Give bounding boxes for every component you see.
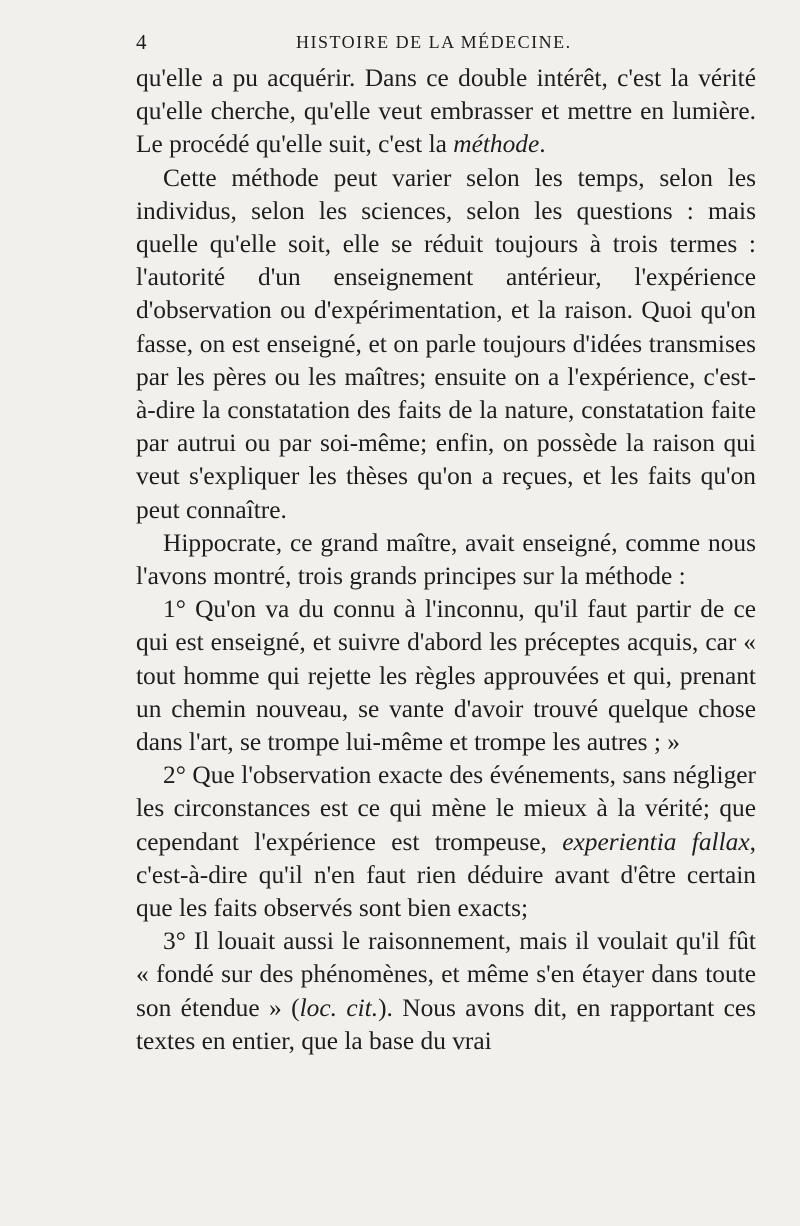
text-run: , c'est-à-dire qu'il n'en faut rien déduire avant d'être certain que les faits observés sont bien exacts; xyxy=(136,827,756,923)
italic-term: méthode xyxy=(453,130,540,159)
running-title: HISTOIRE DE LA MÉDECINE. xyxy=(296,32,572,52)
paragraph-hippocrate: Hippocrate, ce grand maître, avait enseigné, comme nous l'avons montré, trois grands principes sur la méthode : xyxy=(136,528,756,591)
text-run: . xyxy=(539,130,546,159)
paragraph-method: Cette méthode peut varier selon les temps, selon les individus, selon les sciences, selon les questions : mais quelle qu'elle soit, elle se réduit toujours à trois termes : l'autorité d'un enseignement antérieur, l'expérience d'observation ou d'expérimentation, et la raison. Quoi qu'on fasse, on est enseigné, et on parle toujours d'idées transmises par les pères ou les maîtres; ensuite on a l'expérience, c'est-à-dire la constatation des faits de la nature, constatation faite par autrui ou par soi-même; enfin, on possède la raison qui veut s'expliquer les thèses qu'on a reçues, et les faits qu'on peut connaître. xyxy=(136,163,756,524)
text-run: qu'elle a pu acquérir. Dans ce double intérêt, c'est la vérité qu'elle cherche, qu'elle veut embrasser et mettre en lumière. Le procédé qu'elle suit, c'est la xyxy=(136,64,756,159)
text-run: 2° Que l'observation exacte des événements, sans négliger les circonstances est ce qui mène le mieux à la vérité; que cependant l'expérience est trompeuse, xyxy=(136,761,756,856)
text-run: 3° Il louait aussi le raisonnement, mais il voulait qu'il fût « fondé sur des phénomènes, et même s'en étayer dans toute son étendue » ( xyxy=(136,927,756,1022)
principle-1: 1° Qu'on va du connu à l'inconnu, qu'il faut partir de ce qui est enseigné, et suivre d'abord les préceptes acquis, car « tout homme qui rejette les règles approuvées et qui, prenant un chemin nouveau, se vante d'avoir trouvé quelque chose dans l'art, se trompe lui-même et trompe les autres ; » xyxy=(136,595,756,757)
paragraph-continuation xyxy=(136,62,756,162)
principle-3 xyxy=(136,925,756,1058)
italic-term: experientia fallax xyxy=(562,827,750,856)
principle-2 xyxy=(136,759,756,925)
text-run: ). Nous avons dit, en rapportant ces textes en entier, que la base du vrai xyxy=(136,993,756,1055)
page-number: 4 xyxy=(136,30,147,54)
page-header xyxy=(136,30,756,56)
body-text xyxy=(136,62,756,1058)
italic-citation: loc. cit. xyxy=(299,993,379,1022)
